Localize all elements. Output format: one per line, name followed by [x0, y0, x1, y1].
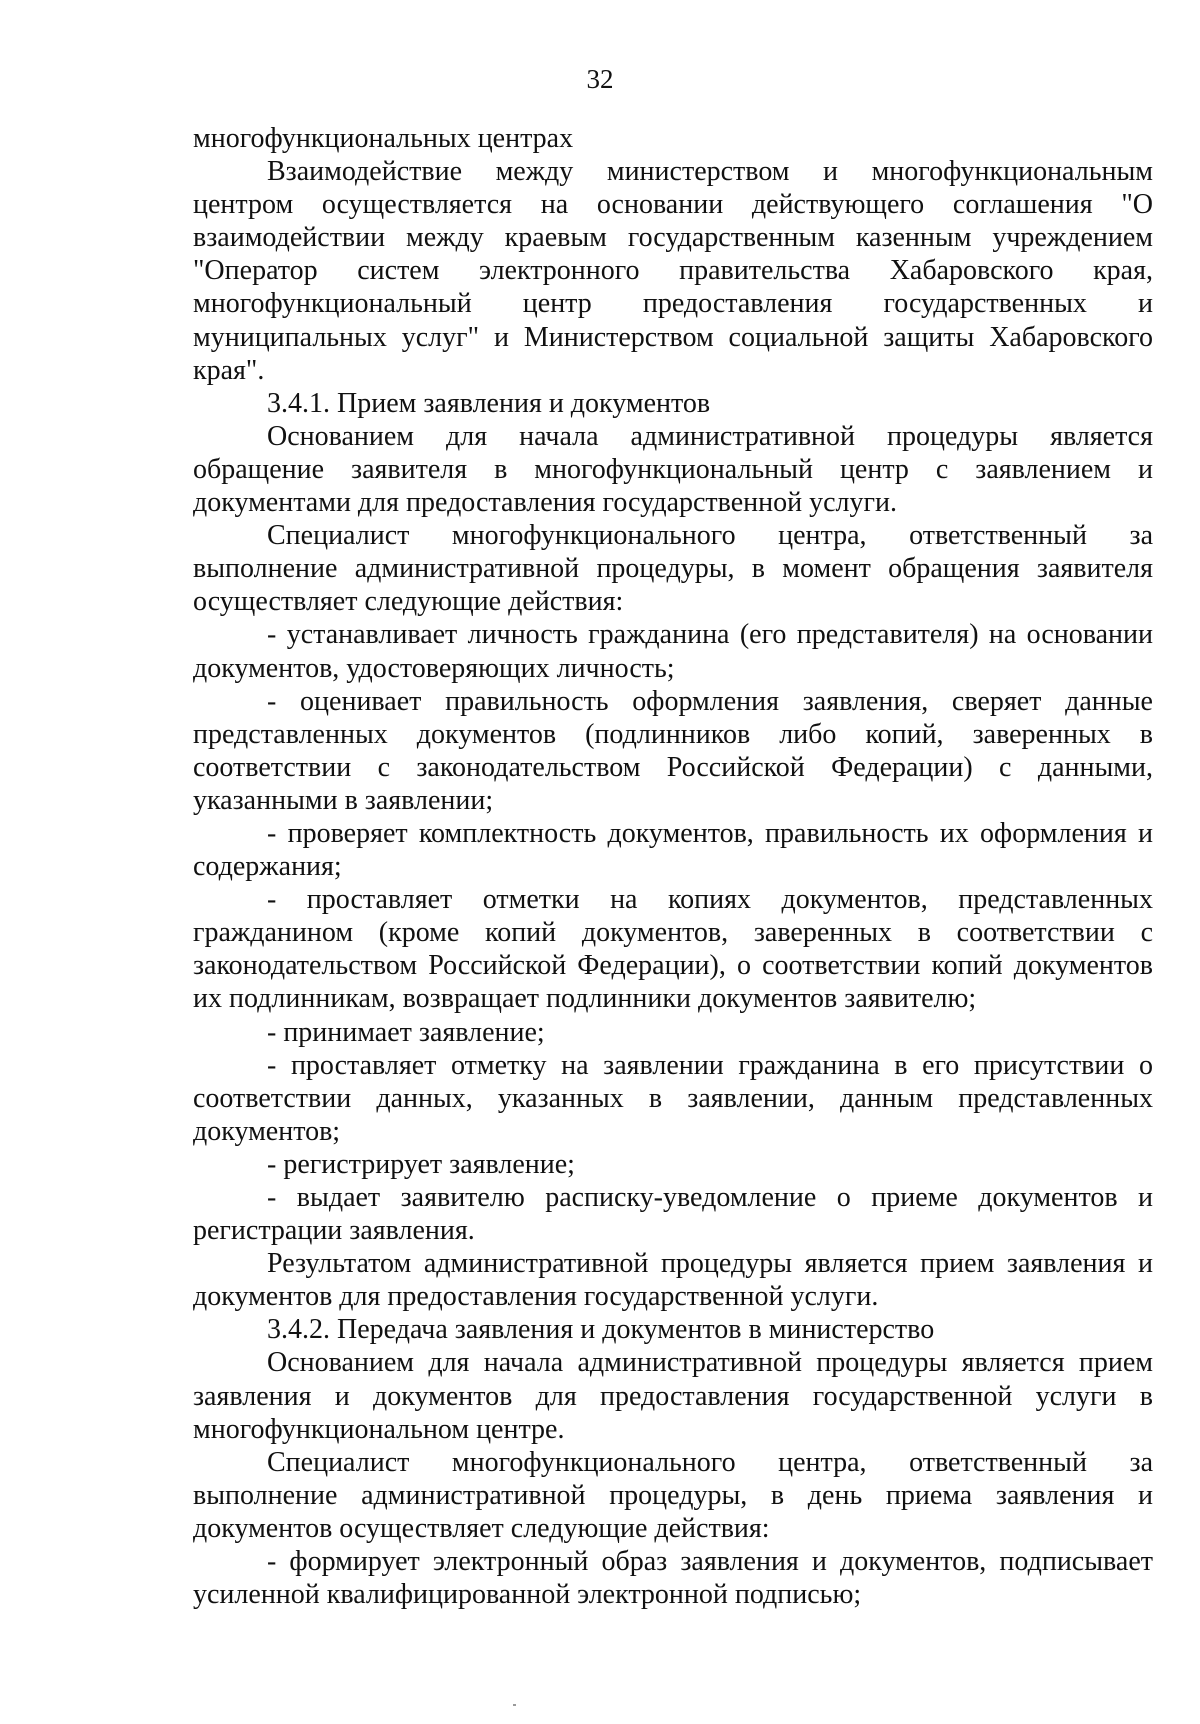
list-item-verify-data: - оценивает правильность оформления заявления, сверяет данные представленных документов (подлинников либо копий, заверенных в соответствии с законодательством Российской Федерации) с данными, указанными в заявлении;	[193, 685, 1153, 816]
section-heading-3-4-2: 3.4.2. Передача заявления и документов в министерство	[267, 1314, 935, 1346]
page-number: 32	[586, 64, 614, 94]
paragraph-continuation: многофункциональных центрах	[193, 123, 574, 154]
paragraph-specialist-actions: Специалист многофункционального центра, ответственный за выполнение административной процедуры, в момент обращения заявителя осуществляет следующие действия:	[193, 520, 1153, 618]
list-item-mark-application: - проставляет отметку на заявлении гражданина в его присутствии о соответствии данных, указанных в заявлении, данным представленных документов;	[193, 1049, 1153, 1147]
list-item-register-application: - регистрирует заявление;	[267, 1148, 575, 1180]
paragraph-procedure-basis: Основанием для начала административной процедуры является обращение заявителя в многофункциональный центр с заявлением и документами для предоставления государственной услуги.	[193, 420, 1153, 519]
list-item-issue-receipt: - выдает заявителю расписку-уведомление о приеме документов и регистрации заявления.	[193, 1182, 1153, 1247]
paragraph-interaction-agreement: Взаимодействие между министерством и многофункциональным центром осуществляется на основании действующего соглашения "О взаимодействии между краевым государственным казенным учреждением "Оператор систем электронного правительства Хабаровского края, многофункциональный центр предоставления государственных и муниципальных услуг" и Министерством социальной защиты Хабаровского края".	[193, 156, 1153, 386]
paragraph-procedure-result: Результатом административной процедуры является прием заявления и документов для предоставления государственной услуги.	[193, 1248, 1153, 1313]
scan-speck	[513, 1704, 516, 1706]
paragraph-transfer-basis: Основанием для начала административной процедуры является прием заявления и документов для предоставления государственной услуги в многофункциональном центре.	[193, 1347, 1153, 1445]
document-body	[193, 122, 1153, 1611]
list-item-check-completeness: - проверяет комплектность документов, правильность их оформления и содержания;	[193, 817, 1153, 883]
list-item-identity: - устанавливает личность гражданина (его представителя) на основании документов, удостоверяющих личность;	[193, 619, 1153, 684]
list-item-mark-copies: - проставляет отметки на копиях документов, представленных гражданином (кроме копий документов, заверенных в соответствии с законодательством Российской Федерации), о соответствии копий документов их подлинникам, возвращает подлинники документов заявителю;	[193, 884, 1153, 1015]
paragraph-transfer-actions: Специалист многофункционального центра, ответственный за выполнение административной процедуры, в день приема заявления и документов осуществляет следующие действия:	[193, 1446, 1153, 1544]
list-item-accept-application: - принимает заявление;	[267, 1016, 545, 1048]
section-heading-3-4-1: 3.4.1. Прием заявления и документов	[267, 387, 711, 419]
list-item-electronic-image: - формирует электронный образ заявления и документов, подписывает усиленной квалифицированной электронной подписью;	[193, 1546, 1153, 1611]
